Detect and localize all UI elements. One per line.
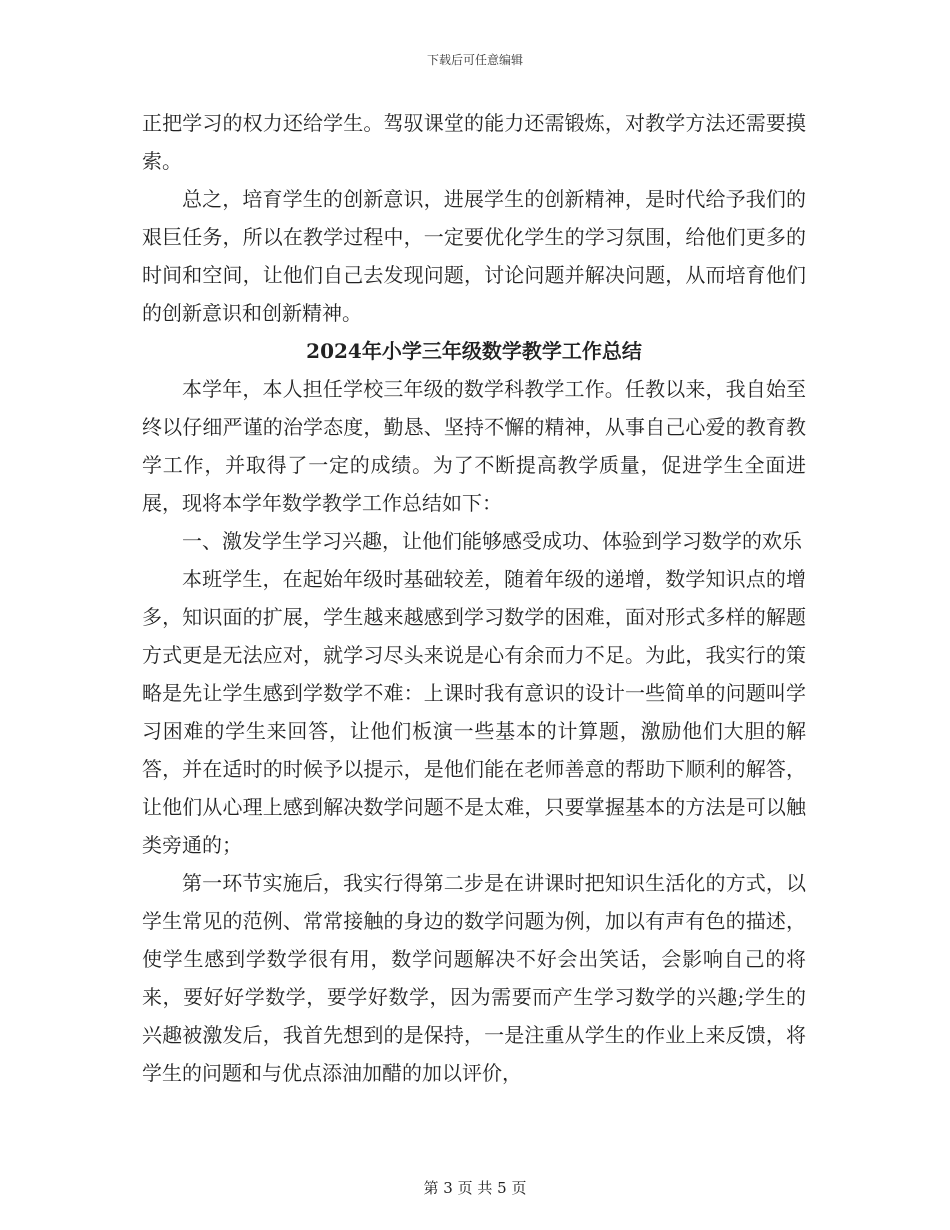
- document-body: [142, 104, 806, 1092]
- paragraph-body-1: 本班学生，在起始年级时基础较差，随着年级的递增，数学知识点的增多，知识面的扩展，学生越来越感到学习数学的困难，面对形式多样的解题方式更是无法应对，就学习尽头来说是心有余而力不足。为此，我实行的策略是先让学生感到学数学不难：上课时我有意识的设计一些简单的问题叫学习困难的学生来回答，让他们板演一些基本的计算题，激励他们大胆的解答，并在适时的时候予以提示，是他们能在老师善意的帮助下顺利的解答，让他们从心理上感到解决数学问题不是太难，只要掌握基本的方法是可以触类旁通的；: [142, 567, 806, 857]
- paragraph-conclusion: 总之，培育学生的创新意识，进展学生的创新精神，是时代给予我们的艰巨任务，所以在教学过程中，一定要优化学生的学习氛围，给他们更多的时间和空间，让他们自己去发现问题，讨论问题并解决问题，从而培育他们的创新意识和创新精神。: [142, 187, 806, 325]
- section-heading-1: 一、激发学生学习兴趣，让他们能够感受成功、体验到学习数学的欢乐: [182, 529, 802, 553]
- paragraph-continuation: 正把学习的权力还给学生。驾驭课堂的能力还需锻炼，对教学方法还需要摸索。: [142, 111, 806, 173]
- document-title: 2024年小学三年级数学教学工作总结: [306, 339, 642, 363]
- page-header-note: 下载后可任意编辑: [426, 53, 523, 67]
- paragraph-body-2: 第一环节实施后，我实行得第二步是在讲课时把知识生活化的方式，以学生常见的范例、常常接触的身边的数学问题为例，加以有声有色的描述，使学生感到学数学很有用，数学问题解决不好会出笑话，会影响自己的将来，要好好学数学，要学好数学，因为需要而产生学习数学的兴趣;学生的兴趣被激发后，我首先想到的是保持，一是注重从学生的作业上来反馈，将学生的问题和与优点添油加醋的加以评价，: [142, 871, 806, 1085]
- page-number: 第 3 页 共 5 页: [423, 1179, 527, 1197]
- paragraph-intro: 本学年，本人担任学校三年级的数学科教学工作。任教以来，我自始至终以仔细严谨的治学态度，勤恳、坚持不懈的精神，从事自己心爱的教育教学工作，并取得了一定的成绩。为了不断提高教学质量，促进学生全面进展，现将本学年数学教学工作总结如下：: [142, 377, 806, 515]
